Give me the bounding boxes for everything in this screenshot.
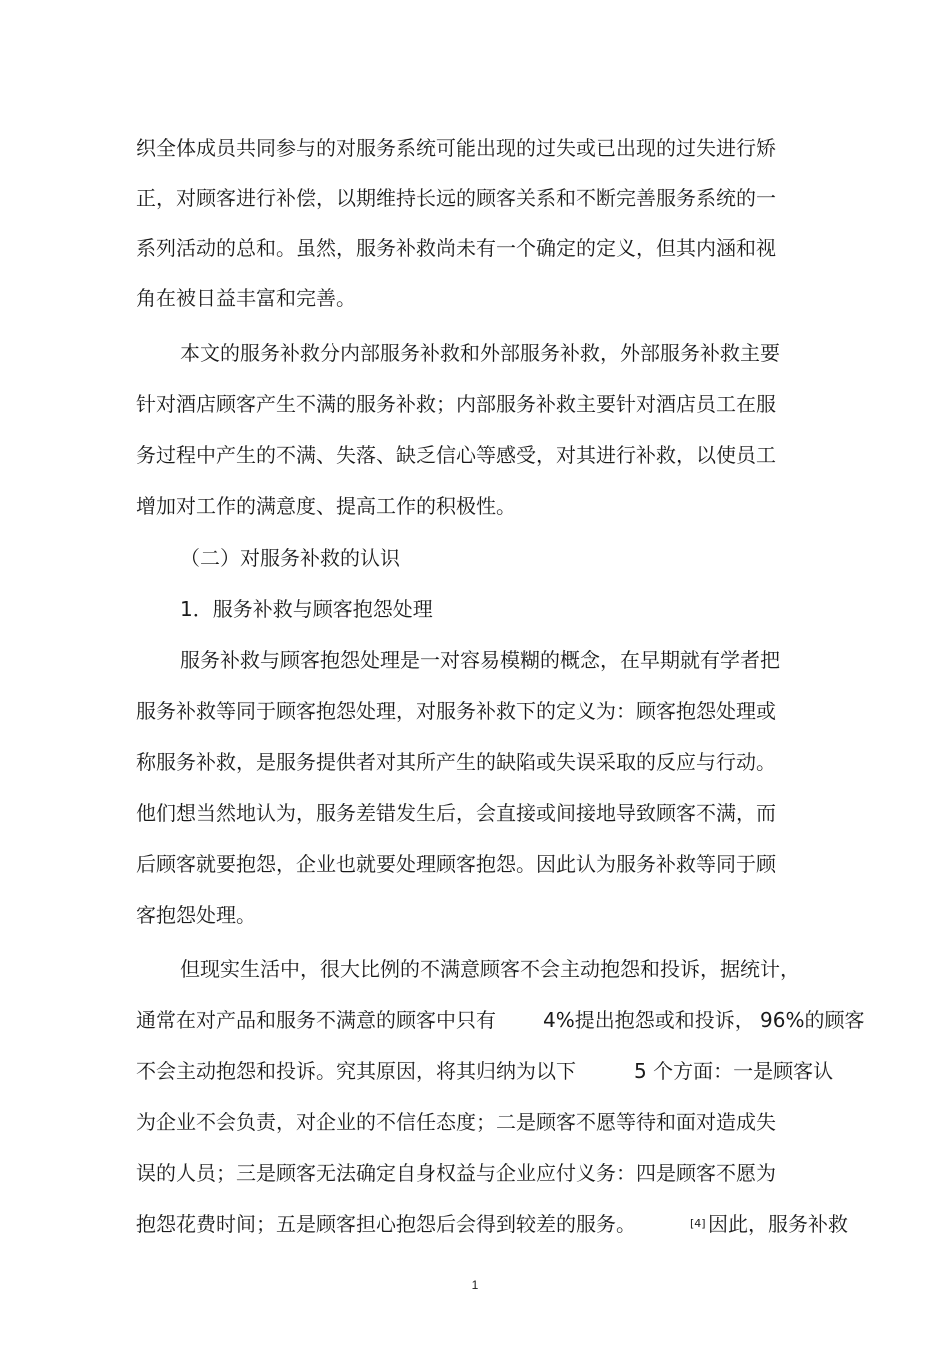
text-fragment: 4%提出抱怨或和投诉， xyxy=(543,1008,755,1032)
text-line: 误的人员；三是顾客无法确定自身权益与企业应付义务：四是顾客不愿为 xyxy=(136,1161,776,1185)
text-line: 本文的服务补救分内部服务补救和外部服务补救，外部服务补救主要 xyxy=(180,341,780,365)
text-line: 角在被日益丰富和完善。 xyxy=(136,286,356,310)
text-line: 但现实生活中，很大比例的不满意顾客不会主动抱怨和投诉，据统计， xyxy=(180,957,800,981)
citation-marker xyxy=(690,1212,706,1240)
text-line: 务过程中产生的不满、失落、缺乏信心等感受，对其进行补救，以使员工 xyxy=(136,443,776,467)
text-line: 正，对顾客进行补偿，以期维持长远的顾客关系和不断完善服务系统的一 xyxy=(136,186,776,210)
text-line: 后顾客就要抱怨，企业也就要处理顾客抱怨。因此认为服务补救等同于顾 xyxy=(136,852,776,876)
text-line: 针对酒店顾客产生不满的服务补救；内部服务补救主要针对酒店员工在服 xyxy=(136,392,776,416)
text-line: 服务补救等同于顾客抱怨处理，对服务补救下的定义为：顾客抱怨处理或 xyxy=(136,699,776,723)
page-number: 1 xyxy=(471,1278,479,1292)
text-line: 称服务补救，是服务提供者对其所产生的缺陷或失误采取的反应与行动。 xyxy=(136,750,776,774)
text-line: 为企业不会负责，对企业的不信任态度；二是顾客不愿等待和面对造成失 xyxy=(136,1110,776,1134)
text-line: 服务补救与顾客抱怨处理是一对容易模糊的概念，在早期就有学者把 xyxy=(180,648,780,672)
subsection-heading: 1．服务补救与顾客抱怨处理 xyxy=(180,597,433,621)
text-fragment: 96%的顾客 xyxy=(760,1008,865,1032)
text-fragment: 因此，服务补救 xyxy=(708,1212,848,1236)
text-line: 织全体成员共同参与的对服务系统可能出现的过失或已出现的过失进行矫 xyxy=(136,136,776,160)
text-line: 通常在对产品和服务不满意的顾客中只有 xyxy=(136,1008,496,1032)
text-line: 不会主动抱怨和投诉。究其原因，将其归纳为以下 xyxy=(136,1059,576,1083)
text-line: 增加对工作的满意度、提高工作的积极性。 xyxy=(136,494,516,518)
text-line: 抱怨花费时间；五是顾客担心抱怨后会得到较差的服务。 xyxy=(136,1212,636,1236)
text-line: 他们想当然地认为，服务差错发生后，会直接或间接地导致顾客不满，而 xyxy=(136,801,776,825)
citation-text: [4] xyxy=(690,1217,706,1230)
text-line: 系列活动的总和。虽然，服务补救尚未有一个确定的定义，但其内涵和视 xyxy=(136,236,776,260)
section-heading: （二）对服务补救的认识 xyxy=(180,546,400,570)
text-line: 客抱怨处理。 xyxy=(136,903,256,927)
text-fragment: 5 个方面：一是顾客认 xyxy=(634,1059,834,1083)
